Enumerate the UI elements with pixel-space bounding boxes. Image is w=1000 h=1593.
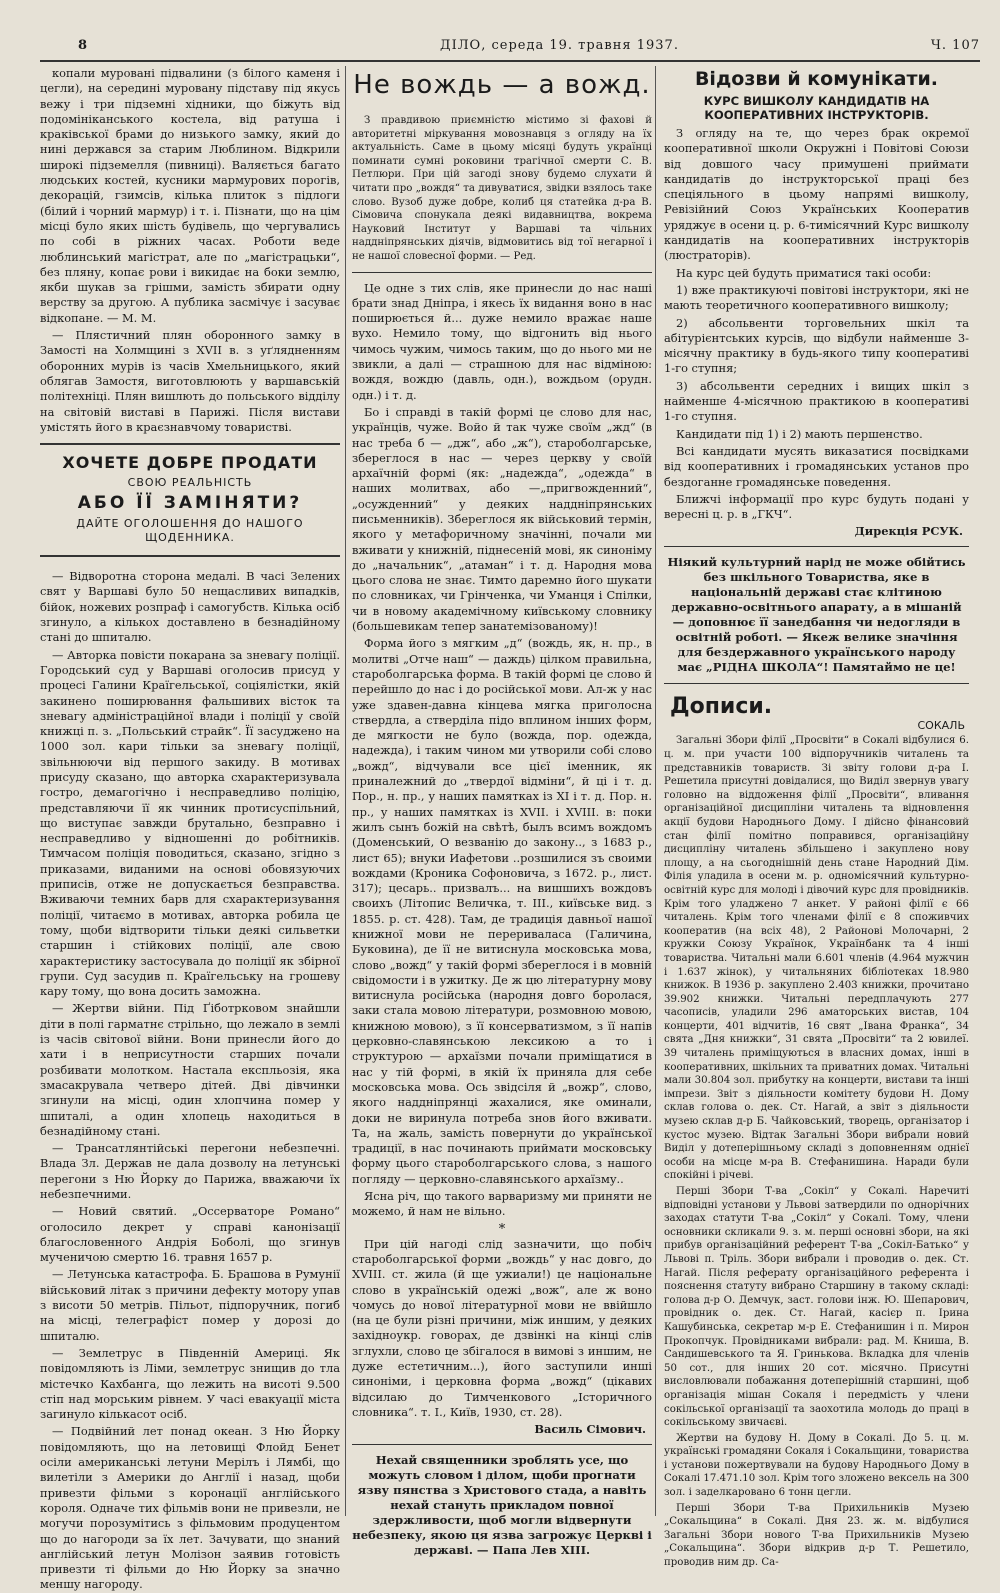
announcement-paragraph: Всі кандидати мусять виказатися посвідками від кооперативних і громадянських установ про бездоганне громадянське поведення. [664,443,969,489]
article-lublin-excavation: копали муровані підвалини (з білого каменя і цегли), на середині мурованy підставу під якусь вежу і три підземні хідники, що біжуть від подомініканського костела, від ратуша і краківської брами до низького замку, який до нині держався за старим Люблином. Відкрили широкі підземелля (пивниці). Валяється багато людських костей, кусники мармурових порогів, декорацій, гзимсів, кілька плиток з підлоги (білий і чорний мармур) і т. і. Пізнати, що на цім місці було яких шість будівель, що чергувались по собі в ріжних часах. Роботи веде люблинський магістрат, але по „магістрацьки“, без пляну, копає рови і викидає на боки землю, якби шукав за грішми, замість збирати одну верству за другою. А публика засмічує і засуває відкопане. — М. М. [40,66,340,325]
article-zamosc-castle-plan: — Плястичний плян оборонного замку в Замості на Холмщині з XVII в. з уґлядненням оборонних мурів із часів Хмельницького, який облягав Замостя, виготовлюють у варшавській політехніці. Плян вишлють до польського відділу на світовій виставі в Парижі. Після вистави умістять його в краєзнавчому товаристві. [40,328,340,434]
news-item: — Трансатлянтійські перегони небезпечні. Влада Зл. Держав не дала дозволу на летунські перегони з Ню Йорку до Парижа, вважаючи їх небезпечними. [40,1141,340,1201]
announcement-paragraph: З огляду на те, що через брак окремої кооперативної школи Окружні і Повітові Союзи від довшого часу примушені приймати кандидатів до інструкторської праці без спеціяльного в цьому напрямі вишколу, Ревізійний Союз Українських Кооператив уряджує в осени ц. р. 6-тимісячний Курс вишколу кандидатів на кооперативних інструкторів (люстраторів). [664,126,969,263]
section-title: Відозви й комунікати. [694,68,939,90]
section-title-dopysy: Дописи. [670,694,773,720]
announcement-paragraph: 3) абсольвенти середних і вищих шкіл з найменше 4-місячною практикою в кооперативі 1-го ступня. [664,378,969,424]
ad-line-2: СВОЮ РЕАЛЬНІСТЬ [127,476,253,490]
news-item: — Відворотна сторона медалі. В часі Зелених свят у Варшаві було 50 нещасливих випадків, бійок, ножевих розпраф і самогубств. Кілька осіб згинуло, а кількох доставлено в безнадійному стані до шпиталю. [40,569,340,645]
ad-line-4: ДАЙТЕ ОГОЛОШЕННЯ ДО НАШОГО ЩОДЕННИКА. [76,517,304,545]
editorial-intro: З правдивою приємністю містимо зі фахові й авторитетні міркування мовознавця з огляду на їх актуальність. Саме в цьому місяці будуть українці поминати сумні роковини трагічної смерти С. В. Петлюри. При цій загоді знову будемо слухати й читати про „вождя“ та дивуватися, звідки взялось таке слово. Вузоб дуже добре, колиб ця статейка д-ра В. Сімовича спонукала деякі видавництва, вокрема Науковий Інститут у Варшаві та чільних наддніпрянських діячів, відмовитись від тої негарної і не нашої словесної форми. — Ред. [352,115,652,262]
news-item: — Новий святий. „Оссерваторе Романо“ оголосило декрет у справі канонізації благословенного Андрія Боболі, що згинув мученичою смертю 16. травня 1657 р. [40,1204,340,1265]
article-paragraph: Бо і справді в такій формі це слово для нас, українців, чуже. Вoйо й так чуже своїм „жд“ (в нас треба б — „дж“, або „ж“), староболгарське, збереглося в нас — через церкву у своїй архаїчній формі (як: „надежда“, „одежда“ в наших молитвах, або —„пригвожденний“, „осужденний“ у деяких наддніпрянських письменників). Збереглося як військовий термін, якого у метафоричному значінні, почали ми вживати у книжній, піднесеній мові, як синоніму до „начальник“, „атаман“ і т. д. Народня мова цього слова не знає. Тимто даремно його шукати по словниках, чи Грінченка, чи Уманця і Спілки, чи в новому академічному київському словнику (большевикам тепер занатемізованому)! [352,404,652,634]
ad-real-estate [40,443,340,557]
report-paragraph: Перші Збори Т-ва „Сокіл“ у Сокалі. Наречиті відповідні установи у Львові затвердили по однорічних заходах статути Т-ва „Сокіл“ у Сокалі. Тому, члени основники скликали 9. з. м. перші основні збори, на які прибув організаційний референт Т-ва „Сокіл-Батько“ у Львові п. Тріль. Збори вибрали і проводив о. дек. Ст. Нагай. Після реферату організаційного референта і пояснення статуту вибрано Старшину в такому складі: голова д-р О. Демчук, заст. голови інж. Ю. Шепарович, провідник о. дек. Ст. Нагай, касієр п. Ірина Кашубинська, секретар м-р Е. Стефанишин і п. Мирон Прокопчук. Провідниками вибрали: рад. М. Книша, В. Сандишевського та Я. Гринькова. Вкладка для членів 50 сот., для інших 20 сот. місячно. Присутні висловлювали побажання дотеперішній старшині, щоб організація мішан Сокаля і передмість у члени сокільської організації та заохотила молодь до праці в сокільському звичаєві. [664,1186,969,1429]
city-label: СОКАЛЬ [917,719,965,733]
masthead-title: ДІЛО, середа 19. травня 1937. [440,38,679,53]
news-item: — Летунська катастрофа. Б. Брашова в Румунії військовий літак з причини дефекту мотору упав з висоти 50 метрів. Пільот, підпоручник, погиб на місці, телеграфіст помер у дорозі до шпиталю. [40,1267,340,1343]
section-star: * [498,1221,506,1237]
page-number: 8 [78,38,89,53]
divider [352,1444,652,1445]
article-title: Не вождь — а вожд. [353,70,651,100]
announcement-paragraph: 2) абсольвенти торговельних шкіл та абітурієнтських курсів, що відбули найменше 3-місячну практику в будь-якого типу кооперативі 1-го ступня; [664,315,969,376]
report-paragraph: Жертви на будову Н. Дому в Сокалі. До 5. ц. м. українські громадяни Сокаля і Сокальщини, товариства і установи пожертвували на будову Народнього Дому в Сокалі 17.471.10 зол. Крім того зложено вексель на 300 зол. і заделкаровано 6 тонн цегли. [664,1432,969,1499]
announcement-paragraph: Кандидати під 1) і 2) мають першенство. [676,426,923,441]
announcement-paragraph: На курс цей будуть приматися такі особи: [676,265,932,280]
announcement-paragraph: Ближчі інформації про курс будуть подані у вересні ц. р. в „ГКЧ“. [664,491,969,522]
ridna-shkola-box: Ніякий культурний нарід не може обійтись без шкільного Товариства, яке в національній державі стає клітиною державно-освітнього апарату, а в мішаній — доповнює її занедбання чи недогляди в освітній роботі. — Якеж велике значіння для бездержавного українського народу має „РІДНА ШКОЛА“! Памятаймо не це! [667,555,966,675]
author-signature: Василь Сімович. [534,1422,646,1437]
column-middle [345,66,652,1558]
news-item: — Авторка повісти покарана за зневагу поліції. Городський суд у Варшаві оголосив присуд у процесі Галини Країгельської, соціялістки, якій закинено поширювання фальшивих вісток та зневагу адміністраційної влади і поліції у своїй книжці п. з. „Польський страйк“. Її засуджено на 1000 зол. кари тільки за зневагу поліції, звільнюючи від першого закиду. В мотивах присуду сказано, що авторка схарактеризувала гостро, демагогічно і несправедливо поліцію, представляючи її як чинник протисуспільний, що виступає завжди брутально, безправно і несправедливо у відношенні до робітників. Тимчасом поліція поводиться, сказано, згідно з приказами, виданими на основі обовязуючих приписів, отже не допускається безправства. Вживаючи темних барв для схарактеризування поліції, читаємо в мотивах, авторка робила це тому, щоби відтворити тільки деякі сильветки старшин і стійкових поліції, але свою характеристику застосувала до поліції як збірної групи. Суд засудив п. Країгельську на грошеву кару тому, що вона досить заможна. [40,647,340,999]
section-subtitle: КУРС ВИШКОЛУ КАНДИДАТІВ НА КООПЕРАТИВНИХ ІНСТРУКТОРІВ. [703,94,930,122]
article-paragraph: Форма його з мягким „д“ (вождь, як, н. пр., в молитві „Отче наш“ — даждь) цілком правильна, староболгарська форма. В такій формі це слово й перейшло до нас і до російської мови. Ал-ж у нас уже здавен-давна кінцева мягка приголосна ствердла, а стверділа пiдо вплином інших форм, де мягкости не було (вожда, пор. одежда, надежда), і таким чином ми утворили собі слово „вожд“, відчували все цієї іменник, як приналежний до „твердої відміни“, й ці і т. д. Пор., н. пр., у наших памятках із ХІ і т. д. Пор. н. пр., у наших памятках із XVII. і XVIII. в: поки жилъ сынъ божій на свѣтѣ, былъ всимъ вождомъ (Доменський, О везванію до закону.., з 1683 р., лист 65); внуки Иафетови ..розшилися зъ своими вождами (Кроника Софоновича, з 1672. р., лист. 317); цесарь.. призвалъ... на вишшихъ вождовъ своихъ (Літопис Величка, т. ІІІ., київське вид. з 1855. р. ст. 428). Там, де традиція давньої нашої книжної мови не перериваласа (Галичина, Буковина), де її не витиснула московська мова, слово „вожд“ у такій формі збереглося і в мовній свідомости і в ужитку. Де ж цю літературну мову витиснула російська (народня довго боролася, заки стала мовою літератури, розмовною мовою, книжною мовою), з її консерватизмом, з її напів церковно-славянською лексикою а то і структурою — архаїзми почали приміщатися в нас у тій формі, в якій їх приняла для себе московська мова. Ось звідсіля й „вожр“, слово, якого наддніпрянці жахалися, яке оминали, доки не виринула потреба знов його вживати. Та, на жаль, замість повернути до української традиції, в нас починають приймати московську форму цього староболгарського слова, з нашого погляду — церковно-славянського архаїзму.. [352,636,652,1186]
divider [664,546,969,547]
news-item: — Жертви війни. Під Ґіботрковом знайшли діти в полі гарматнє стрільно, що лежало в землі із часів світової війни. Вони принесли його до хати і в неприсутности старших почали розбивати молотком. Настала експльозія, яка змасакрувала четверо дітей. Дві дівчинки згинули на місці, один хлопчина помер у шпиталі, а один хлопець находиться в безнадійному стані. [40,1001,340,1138]
ad-line-3: АБО ЇЇ ЗАМІНЯТИ? [77,493,303,514]
divider [352,272,652,273]
report-paragraph: Перші Збори Т-ва Прихильників Музею „Сокальщина“ в Сокалі. Дня 23. ж. м. відбулися Загальні Збори нового Т-ва Прихильників Музею „Сокальщина“. Збори відкрив д-р Т. Решетило, проводив ним др. Са- [664,1502,969,1569]
issue-number: Ч. 107 [930,38,980,53]
news-item: — Подвійний лет понад океан. З Ню Йорку повідомляють, що на летовищі Флойд Бенет осіли американські летуни Мерілъ і Лямбі, що вилетіли з Америки до Англії і назад, щоби привезти фільми з коронації англійського короля. Одначе тих фільмів вони не привезли, не могучи порозумітись з фільмовим продуцентом що до нагороди за їх лет. Зачувати, що знаний англійський летун Молізон заявив готовість привезти ті фільми до Ню Йорку за значно меншу нагороду. [40,1424,340,1592]
ad-line-1: ХОЧЕТЕ ДОБРЕ ПРОДАТИ [62,453,318,473]
quote-leo-xiii: Нехай священники зроблять усе, що можуть словом і ділом, щоби прогнати язву пянства з Христового стада, а навіть нехай стануть прикладом повної здержливости, щоб могли відвернути небезпеку, якою ця язва загрожує Церкві і державі. — Папа Лев ХІІІ. [352,1453,652,1558]
announcement-paragraph: 1) вже практикуючі повітові інструктори, які не мають теоретичного кооперативного вишколу; [664,282,969,313]
announcement-signature: Дирекція РСУК. [854,524,963,539]
column-left [40,66,340,1592]
article-paragraph: Це одне з тих слів, яке принесли до нас наші брати знад Дніпра, і якесь їх видання воно в нас поширюється й... дуже немило вражає наше вухо. Немило тому, що відгонить від нього чимось чужим, чимось таким, що до нього ми не звикли, а далі — страшною для нас відміною: вождя, вождю (давль, одн.), вождьом (орудн. одн.) і т. д. [352,280,652,402]
article-paragraph: Ясна річ, що такого варваризму ми приняти не можемо, й нам не вільно. [352,1189,652,1219]
article-paragraph: При цій нагоді слід зазначити, що побіч староболгарської форми „вождь“ у нас довго, до XVIII. ст. жила (й ще ужиали!) це національне слово в українській одежі „вож“, але ж воно чомусь до нової літературної мови не ввійшло (на це були різні причини, між иншим, у деяких західноукр. говорах, де дзвінкі на кінці слів зглухли, слово це збігалося в вимові з иншим, не дуже естетичним...), його заступили инші синоніми, і церковна форма „вожд“ (цікавих відсилаю до Тимченкового „Історичного словника“. т. І., Київ, 1930, ст. 28). [352,1236,652,1419]
report-paragraph: Загальні Збори філії „Просвіти“ в Сокалі відбулися 6. ц. м. при участи 100 відпоручників читалень та представників товариств. Зі звіту голови д-ра І. Решетила присутні довідалися, що Виділ звернув увагу головно на віддоження філії „Просвіти“, вливання організаційної дисципліни читалень та відновлення акції будови Народнього Дому. І дійсно фінансовий стан філії помітно поправився, організаційну дисципліну читалень збільшено і закуплено нову площу, а на сьогоднішній день стане Народний Дім. Філія уладила в осени м. р. одномісячний культурно-освітній курс для молоді і дівочий курс для провідників. Крім того уладжено 7 анкет. У районі філії є 66 читалень. Крім того членами філії є 8 споживчих кооператив (на всіх 48), 2 Районові Молочарні, 2 кружки Союзу Українок, Українбанк та 4 інші товариства. Читальні мали 6.601 членів (4.964 мужчин і 1.637 жінок), у читальняних бібліотеках 18.980 книжок. В 1936 р. закуплено 2.403 книжки, прочитано 39.902 книжки. Читальні передплачують 277 часописів, уладили 296 аматорських вистав, 104 концерти, 401 відчитів, 16 свят „Івана Франка“, 34 свята „Дня книжки“, 31 свята „Просвіти“ та 2 ювилеї. 39 читалень приміщуються в власних домах, інші в кооперативних, шкільних та приватних домах. Читальні мали 30.804 зол. прибутку на концерти, вистави та інші імпрези. Звіт з діяльности комітету будови Н. Дому склав голова о. дек. Ст. Нагай, а звіт з діяльности музею склав д-р Б. Чайковський, творець, організатор і кустос музею. Відтак Загальні Збори вибрали новий Виділ у дотеперішньому складі з доповненням однієї особи на місце м-ра В. Стефанишина. Наради були спокійні і річеві. [664,735,969,1182]
news-item: — Землетрус в Південній Америці. Як повідомляють із Ліми, землетрус знищив до тла містечко Кахбанга, що лежить на висоті 9.500 стіп над морським рівнем. У часі евакуації міста загинуло кількасот осіб. [40,1345,340,1422]
page-header [40,34,980,62]
divider [664,683,969,684]
column-right [655,66,969,1569]
